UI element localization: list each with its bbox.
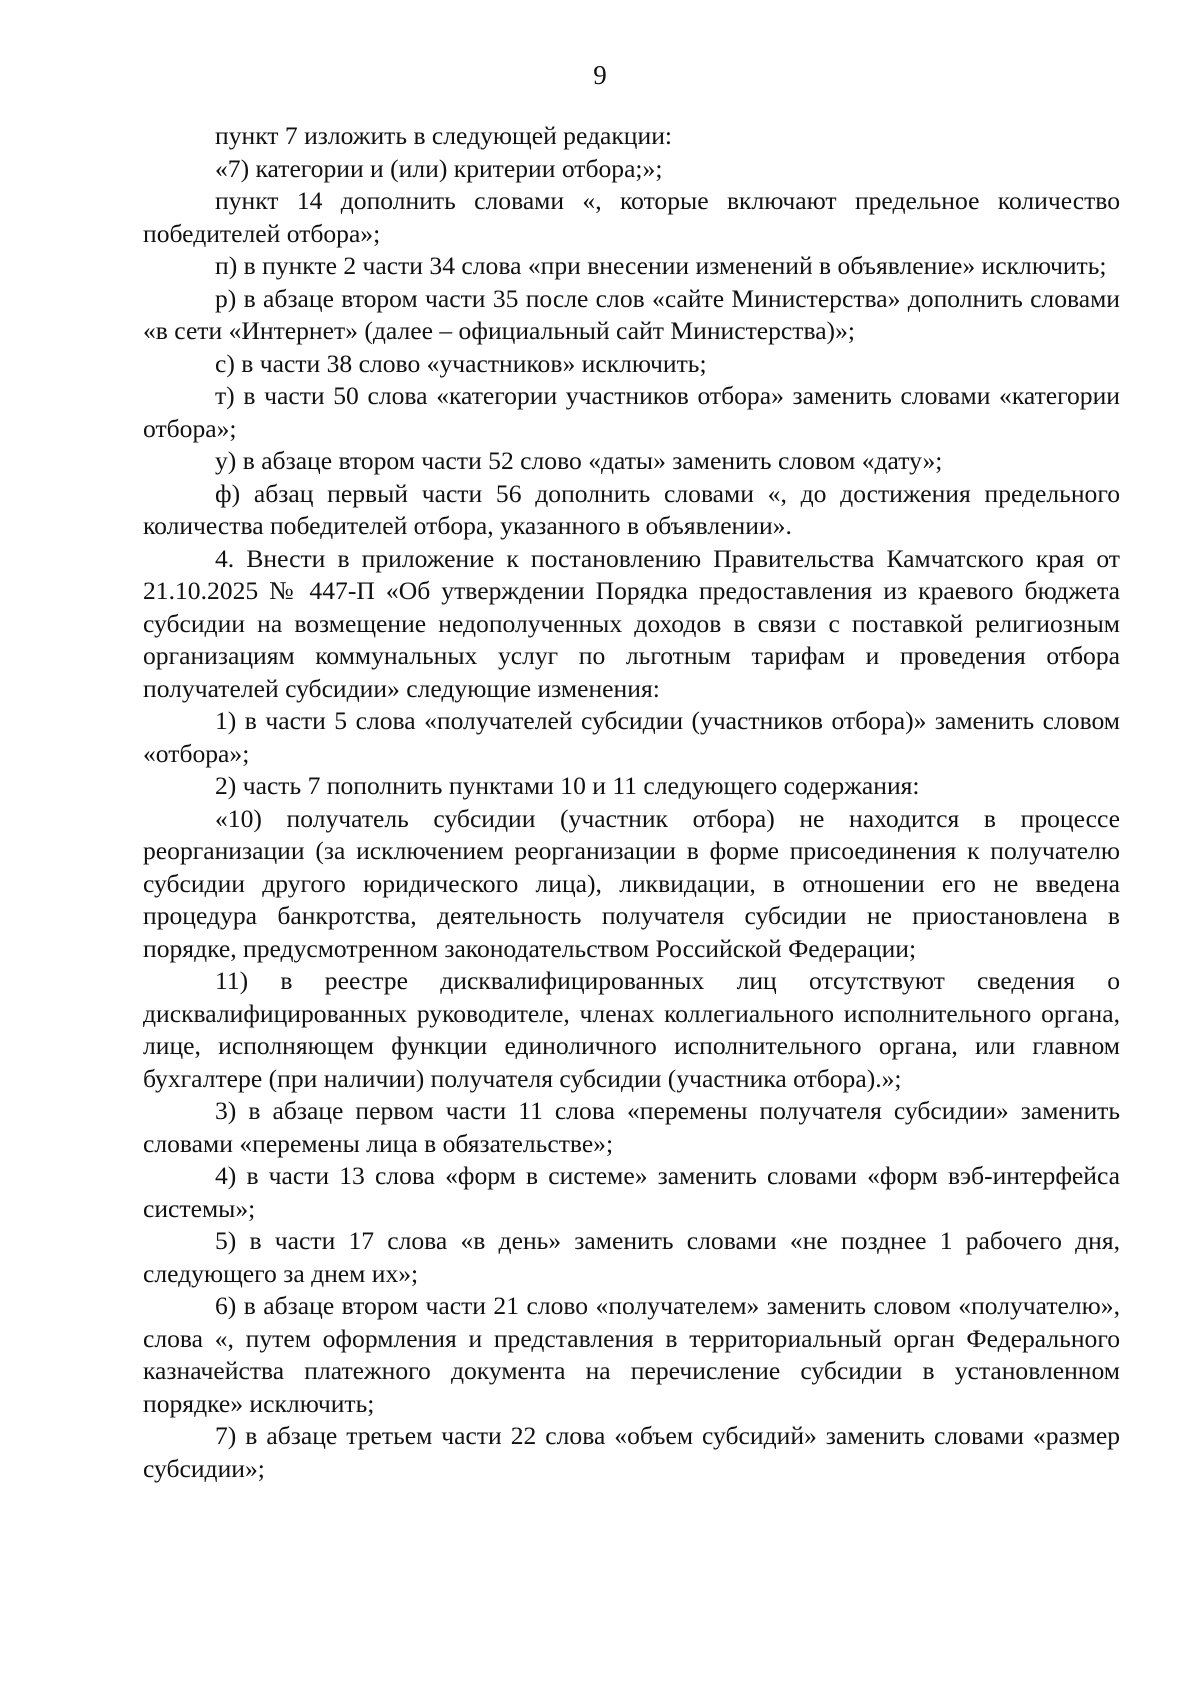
paragraph: п) в пункте 2 части 34 слова «при внесении изменений в объявление» исключить; xyxy=(215,251,1107,280)
paragraph: 7) в абзаце третьем части 22 слова «объем субсидий» заменить словами «размер субсидии»; xyxy=(143,1421,1120,1483)
paragraph: ф) абзац первый части 56 дополнить словами «, до достижения предельного количества победителей отбора, указанного в объявлении». xyxy=(143,478,1120,540)
paragraph: 4. Внести в приложение к постановлению Правительства Камчатского края от 21.10.2025 № 447-П «Об утверждении Порядка предоставления из краевого бюджета субсидии на возмещение недополученных доходов в связи с поставкой религиозным организациям коммунальных услуг по льготным тарифам и проведения отбора получателей субсидии» следующие изменения: xyxy=(143,543,1120,703)
paragraph: 6) в абзаце втором части 21 слово «получателем» заменить словом «получателю», слова «, путем оформления и представления в территориальный орган Федерального казначейства платежного документа на перечисление субсидии в установленном порядке» исключить; xyxy=(143,1291,1120,1418)
page-number: 9 xyxy=(593,60,607,90)
document-body xyxy=(143,120,1120,1485)
paragraph: пункт 7 изложить в следующей редакции: xyxy=(215,121,673,150)
paragraph: «10) получатель субсидии (участник отбора) не находится в процессе реорганизации (за исключением реорганизации в форме присоединения к получателю субсидии другого юридического лица), ликвидации, в отношении его не введена процедура банкротства, деятельность получателя субсидии не приостановлена в порядке, предусмотренном законодательством Российской Федерации; xyxy=(143,803,1120,963)
paragraph: «7) категории и (или) критерии отбора;»; xyxy=(215,153,663,183)
paragraph: 3) в абзаце первом части 11 слова «перемены получателя субсидии» заменить словами «перемены лица в обязательстве»; xyxy=(143,1096,1120,1158)
paragraph: 1) в части 5 слова «получателей субсидии (участников отбора)» заменить словом «отбора»; xyxy=(143,706,1120,768)
paragraph: пункт 14 дополнить словами «, которые включают предельное количество победителей отбора»; xyxy=(143,186,1120,248)
paragraph: 5) в части 17 слова «в день» заменить словами «не позднее 1 рабочего дня, следующего за днем их»; xyxy=(143,1226,1120,1288)
paragraph: т) в части 50 слова «категории участников отбора» заменить словами «категории отбора»; xyxy=(143,381,1120,443)
paragraph: 4) в части 13 слова «форм в системе» заменить словами «форм вэб-интерфейса системы»; xyxy=(143,1161,1120,1223)
paragraph: р) в абзаце втором части 35 после слов «сайте Министерства» дополнить словами «в сети «Интернет» (далее – официальный сайт Министерства)»; xyxy=(143,283,1120,345)
paragraph: у) в абзаце втором части 52 слово «даты» заменить словом «дату»; xyxy=(215,446,943,475)
paragraph: 2) часть 7 пополнить пунктами 10 и 11 следующего содержания: xyxy=(215,771,920,800)
paragraph: с) в части 38 слово «участников» исключить; xyxy=(215,348,707,378)
paragraph: 11) в реестре дисквалифицированных лиц отсутствуют сведения о дисквалифицированных руководителе, членах коллегиального исполнительного органа, лице, исполняющем функции единоличного исполнительного органа, или главном бухгалтере (при наличии) получателя субсидии (участника отбора).»; xyxy=(143,966,1120,1093)
